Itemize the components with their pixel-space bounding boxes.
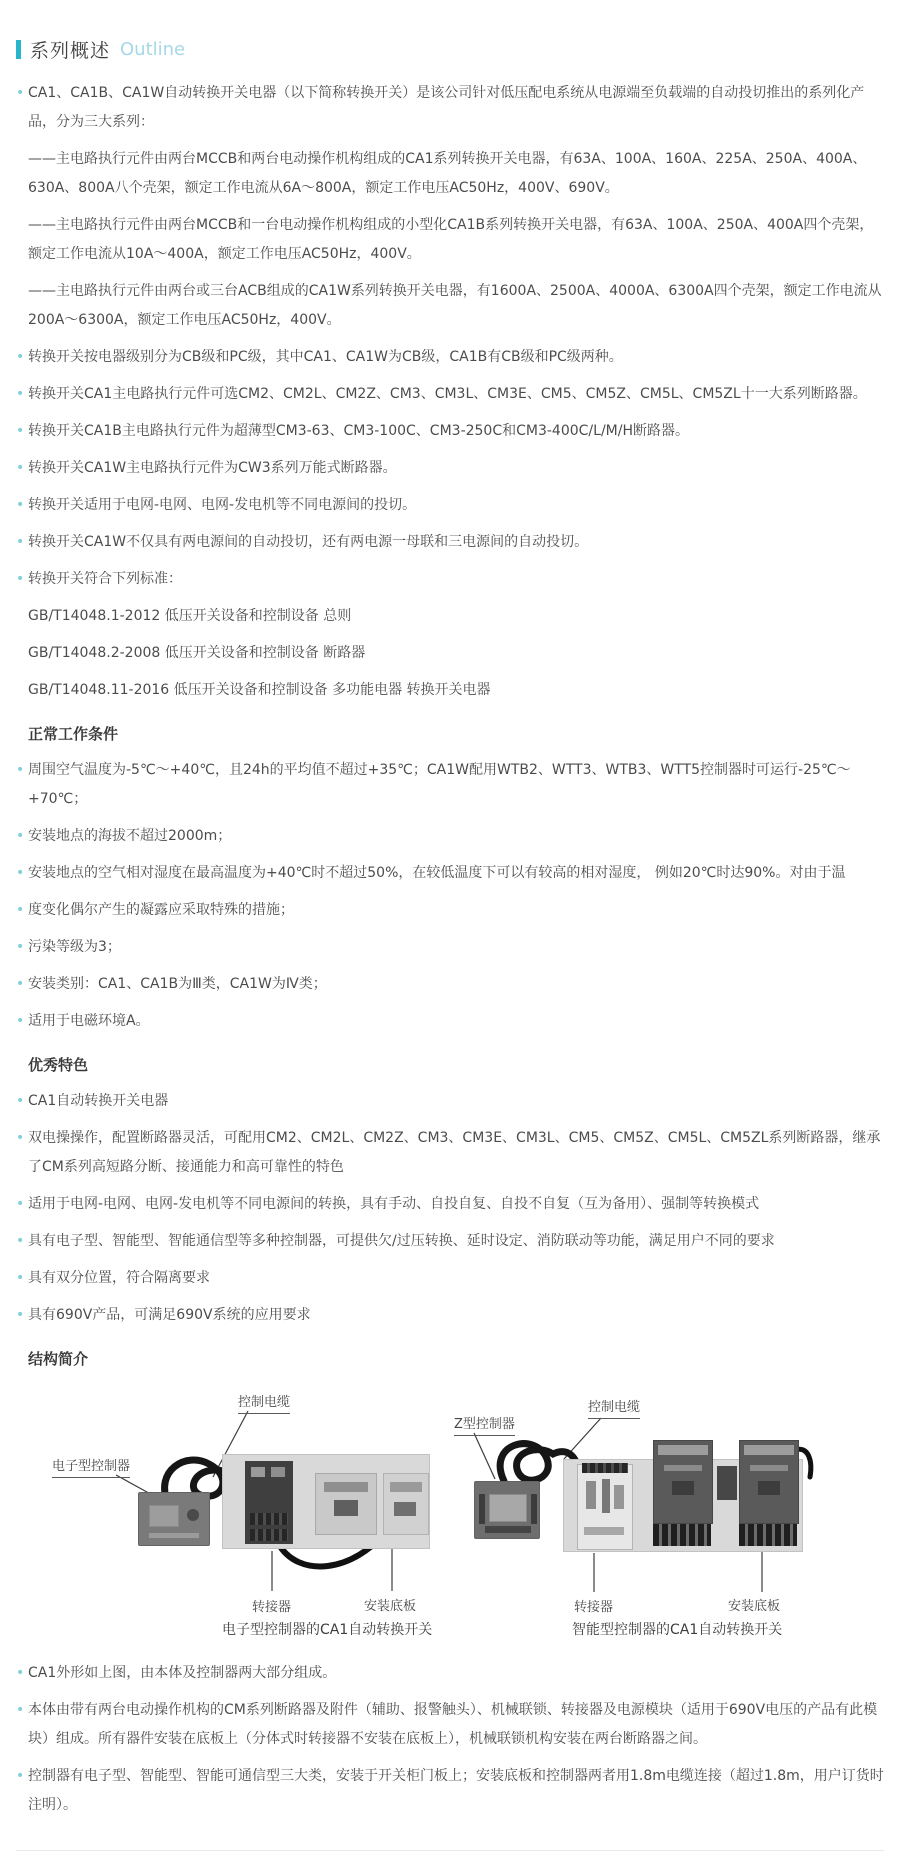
figure-caption: 智能型控制器的CA1自动转换开关 xyxy=(572,1622,783,1638)
photo-detail xyxy=(271,1467,285,1477)
adapter-photo xyxy=(245,1461,293,1544)
photo-detail xyxy=(531,1494,537,1524)
list-item: • 具有690V产品，可满足690V系统的应用要求 xyxy=(16,1301,884,1330)
photo-detail xyxy=(250,1513,288,1525)
list-item: GB/T14048.2-2008 低压开关设备和控制设备 断路器 xyxy=(28,645,366,661)
motor-breaker-photo xyxy=(653,1440,713,1524)
subsection-title: 正常工作条件 xyxy=(28,725,119,743)
list-item: • CA1外形如上图，由本体及控制器两大部分组成。 xyxy=(16,1659,884,1688)
list-item: • 转换开关适用于电网-电网、电网-发电机等不同电源间的投切。 xyxy=(16,491,884,520)
photo-detail xyxy=(334,1500,358,1516)
label-adapter: 转接器 xyxy=(252,1600,292,1615)
structure-figure xyxy=(16,1381,884,1649)
photo-detail xyxy=(485,1526,531,1533)
photo-detail xyxy=(758,1481,780,1495)
list-item: • 转换开关CA1主电路执行元件可选CM2、CM2L、CM2Z、CM3、CM3L、CM3E、CM5、CM5Z、CM5L、CM5ZL十一大系列断路器。 xyxy=(16,380,884,409)
interlock-photo xyxy=(717,1466,737,1500)
list-item: GB/T14048.11-2016 低压开关设备和控制设备 多功能电器 转换开关电器 xyxy=(28,682,491,698)
photo-detail xyxy=(584,1527,624,1535)
list-item: • 度变化偶尔产生的凝露应采取特殊的措施； xyxy=(16,896,884,925)
accent-bar-icon xyxy=(16,40,21,59)
list-item: • 转换开关按电器级别分为CB级和PC级，其中CA1、CA1W为CB级，CA1B有CB级和PC级两种。 xyxy=(16,343,884,372)
breaker-photo xyxy=(383,1473,429,1535)
photo-detail xyxy=(744,1445,794,1455)
photo-detail xyxy=(251,1467,265,1477)
photo-detail xyxy=(149,1533,199,1538)
bottom-divider xyxy=(16,1850,884,1857)
list-item: • CA1自动转换开关电器 xyxy=(16,1087,884,1116)
photo-detail xyxy=(672,1481,694,1495)
leader-line xyxy=(474,1433,495,1479)
list-item: • 适用于电磁环境A。 xyxy=(16,1007,884,1036)
photo-detail xyxy=(582,1463,628,1473)
label-electronic-controller: 电子型控制器 xyxy=(52,1455,130,1478)
list-item: • 具有双分位置，符合隔离要求 xyxy=(16,1264,884,1293)
list-item: • 本体由带有两台电动操作机构的CM系列断路器及附件（辅助、报警触头）、机械联锁、转接器及电源模块（适用于690V电压的产品有此模块）组成。所有器件安装在底板上（分体式时转接器不安装在底板上），机械联锁机构安装在两台断路器之间。 xyxy=(16,1696,884,1754)
list-item: • 安装地点的空气相对湿度在最高温度为+40℃时不超过50%，在较低温度下可以有较高的相对湿度， 例如20℃时达90%。对由于温 xyxy=(16,859,884,888)
photo-detail xyxy=(390,1482,422,1492)
photo-detail xyxy=(664,1465,702,1471)
figure-caption: 电子型控制器的CA1自动转换开关 xyxy=(222,1622,433,1638)
breaker-photo xyxy=(315,1473,377,1535)
baseplate-photo xyxy=(563,1459,803,1552)
label-z-controller: Z型控制器 xyxy=(454,1413,515,1436)
photo-detail xyxy=(250,1529,288,1541)
motor-breaker-photo xyxy=(739,1440,799,1524)
list-item: ——主电路执行元件由两台MCCB和两台电动操作机构组成的CA1系列转换开关电器，有63A、100A、160A、225A、250A、400A、630A、800A八个壳架，额定工作电流从6A～800A，额定工作电压AC50Hz，400V、690V。 xyxy=(28,151,867,196)
list-item: GB/T14048.1-2012 低压开关设备和控制设备 总则 xyxy=(28,608,352,624)
photo-detail xyxy=(602,1479,610,1513)
label-adapter: 转接器 xyxy=(574,1600,614,1615)
label-control-cable: 控制电缆 xyxy=(588,1396,640,1419)
leader-line xyxy=(564,1418,601,1459)
list-item: • 适用于电网-电网、电网-发电机等不同电源间的转换，具有手动、自投自复、自投不自复（互为备用）、强制等转换模式 xyxy=(16,1190,884,1219)
list-item: • 转换开关CA1B主电路执行元件为超薄型CM3-63、CM3-100C、CM3-250C和CM3-400C/L/M/H断路器。 xyxy=(16,417,884,446)
label-control-cable: 控制电缆 xyxy=(238,1391,290,1414)
list-item: • 双电操操作，配置断路器灵活，可配用CM2、CM2L、CM2Z、CM3、CM3E、CM3L、CM5、CM5Z、CM5L、CM5ZL系列断路器，继承了CM系列高短路分断、接通能力和高可靠性的特色 xyxy=(16,1124,884,1182)
controller-screen-photo xyxy=(489,1494,527,1522)
list-item: • 安装类别：CA1、CA1B为Ⅲ类，CA1W为Ⅳ类； xyxy=(16,970,884,999)
adapter-photo xyxy=(577,1464,633,1550)
photo-detail xyxy=(324,1482,368,1492)
subsection-title: 结构简介 xyxy=(28,1350,89,1368)
list-item: • 转换开关符合下列标准： xyxy=(16,565,884,594)
controller-photo xyxy=(474,1481,540,1539)
list-item: • 转换开关CA1W不仅具有两电源间的自动投切，还有两电源一母联和三电源间的自动投切。 xyxy=(16,528,884,557)
label-mounting-base: 安装底板 xyxy=(728,1599,781,1614)
subsection-title: 优秀特色 xyxy=(28,1056,89,1074)
label-mounting-base: 安装底板 xyxy=(364,1599,417,1614)
list-item: ——主电路执行元件由两台或三台ACB组成的CA1W系列转换开关电器，有1600A、2500A、4000A、6300A四个壳架，额定工作电流从200A～6300A，额定工作电压AC50Hz，400V。 xyxy=(28,283,882,328)
list-item: • 转换开关CA1W主电路执行元件为CW3系列万能式断路器。 xyxy=(16,454,884,483)
baseplate-photo xyxy=(222,1454,430,1549)
photo-detail xyxy=(586,1481,596,1509)
list-item: • 周围空气温度为-5℃～+40℃，且24h的平均值不超过+35℃；CA1W配用WTB2、WTT3、WTB3、WTT5控制器时可运行-25℃～+70℃； xyxy=(16,756,884,814)
photo-detail xyxy=(658,1445,708,1455)
list-item: • 控制器有电子型、智能型、智能可通信型三大类，安装于开关柜门板上；安装底板和控制器两者用1.8m电缆连接（超过1.8m，用户订货时注明）。 xyxy=(16,1762,884,1820)
page-title: 系列概述 xyxy=(30,40,111,62)
list-item: • 污染等级为3； xyxy=(16,933,884,962)
list-item: • CA1、CA1B、CA1W自动转换开关电器（以下简称转换开关）是该公司针对低压配电系统从电源端至负载端的自动投切推出的系列化产品，分为三大系列： xyxy=(16,79,884,137)
photo-detail xyxy=(750,1465,788,1471)
controller-screen-photo xyxy=(149,1505,179,1527)
list-item: • 安装地点的海拔不超过2000m； xyxy=(16,822,884,851)
list-item: • 具有电子型、智能型、智能通信型等多种控制器，可提供欠/过压转换、延时设定、消防联动等功能，满足用户不同的要求 xyxy=(16,1227,884,1256)
terminal-row-photo xyxy=(653,1524,711,1546)
photo-detail xyxy=(479,1494,485,1524)
photo-detail xyxy=(187,1509,199,1521)
list-item: ——主电路执行元件由两台MCCB和一台电动操作机构组成的小型化CA1B系列转换开关电器，有63A、100A、250A、400A四个壳架，额定工作电流从10A～400A，额定工作电压AC50Hz，400V。 xyxy=(28,217,874,262)
photo-detail xyxy=(614,1485,624,1509)
photo-detail xyxy=(394,1502,416,1516)
terminal-row-photo xyxy=(739,1524,797,1546)
page-title-en: Outline xyxy=(120,39,186,60)
controller-photo xyxy=(138,1492,210,1546)
section-header xyxy=(16,36,884,63)
